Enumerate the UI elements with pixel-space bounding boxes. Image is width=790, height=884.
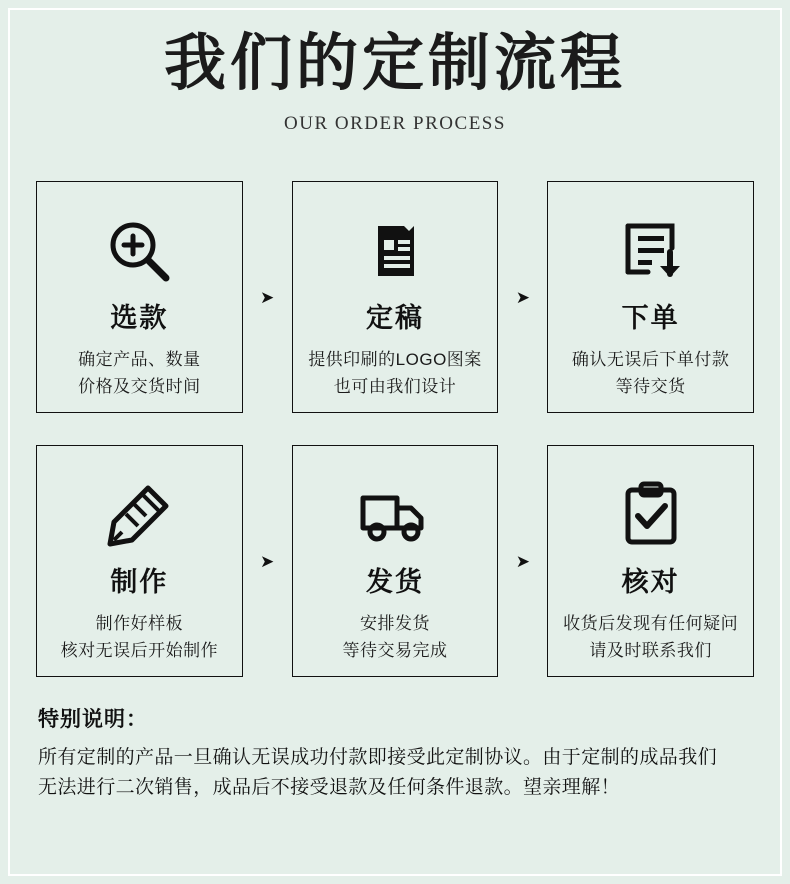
process-grid [36,181,754,677]
step-description-line: 核对无误后开始制作 [60,640,219,660]
process-row-1 [36,181,754,413]
step-description-line: 制作好样板 [95,614,184,634]
process-step-card[interactable] [292,181,499,413]
special-note-body [38,743,754,802]
step-description-line: 提供印刷的LOGO图案 [308,350,482,370]
arrow-right-icon: ➤ [260,551,275,571]
process-step-card[interactable] [36,445,243,677]
step-description-line: 等待交货 [615,376,686,396]
arrow-right-icon: ➤ [515,287,530,307]
step-description [78,347,201,400]
step-description-line: 确认无误后下单付款 [571,350,730,370]
document-icon [358,208,432,294]
step-description-line: 收货后发现有任何疑问 [563,614,739,634]
pencil-ruler-icon [102,472,176,558]
process-step-card[interactable] [547,445,754,677]
step-title: 定稿 [366,303,424,334]
special-note [36,703,754,802]
step-description [61,611,219,664]
process-step-card[interactable] [36,181,243,413]
step-description [343,611,448,664]
clipboard-check-icon [614,472,688,558]
special-note-line: 无法进行二次销售，成品后不接受退款及任何条件退款。望亲理解！ [38,776,621,798]
step-description-line: 安排发货 [360,614,430,634]
step-description-line: 也可由我们设计 [333,376,457,396]
truck-icon [355,472,435,558]
order-download-icon [614,208,688,294]
step-title: 制作 [110,567,169,598]
magnifier-plus-icon [102,208,176,294]
special-note-line: 所有定制的产品一旦确认无误成功付款即接受此定制协议。由于定制的成品我们 [38,747,718,769]
step-title: 选款 [110,303,169,334]
step-description [308,347,482,400]
step-title: 核对 [621,567,680,598]
step-description-line: 请及时联系我们 [589,640,712,660]
page-title: 我们的定制流程 [163,29,626,98]
special-note-title: 特别说明： [38,708,148,732]
process-row-2 [36,445,754,677]
process-step-card[interactable] [292,445,499,677]
step-description-line: 价格及交货时间 [78,376,201,396]
page-subtitle: OUR ORDER PROCESS [284,113,506,135]
step-title: 发货 [366,567,424,598]
process-step-card[interactable] [547,181,754,413]
step-description [563,611,738,664]
step-description-line: 等待交易完成 [342,640,448,660]
step-title: 下单 [621,303,680,334]
arrow-right-icon: ➤ [515,551,530,571]
step-description [572,347,730,400]
step-description-line: 确定产品、数量 [78,350,201,370]
arrow-right-icon: ➤ [260,287,275,307]
